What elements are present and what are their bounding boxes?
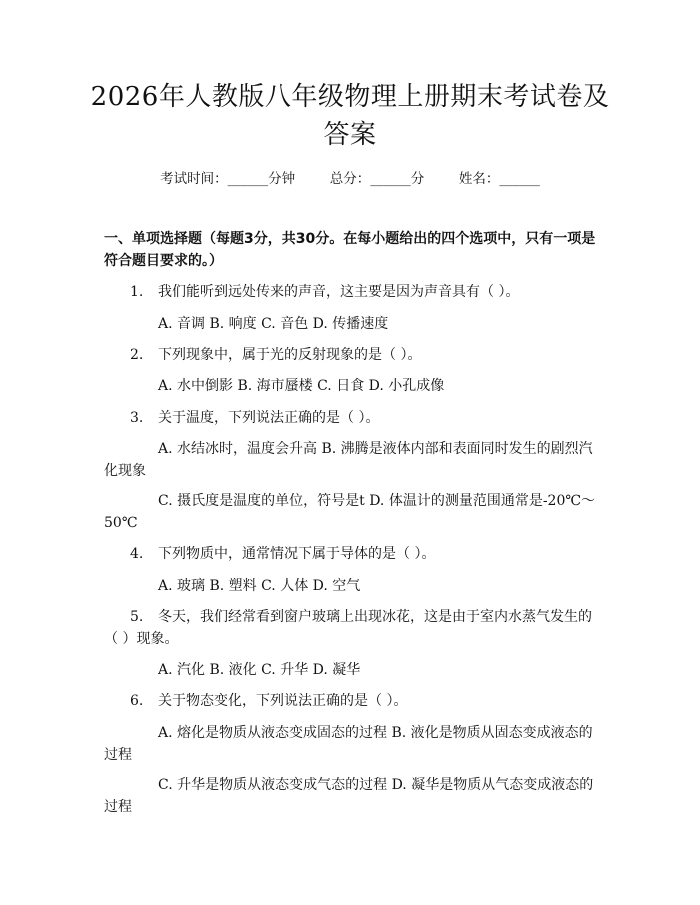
- question-number: 5.: [130, 609, 144, 625]
- page-title: [60, 78, 640, 154]
- question-stem: 关于温度，下列说法正确的是（ ）。: [158, 410, 380, 426]
- question-stem: 下列物质中，通常情况下属于导体的是（ ）。: [158, 546, 436, 562]
- total-score-field: 总分：______分: [329, 171, 425, 187]
- exam-time-field: 考试时间：______分钟: [160, 171, 296, 187]
- question-5-options: A. 汽化 B. 液化 C. 升华 D. 凝华: [158, 662, 361, 678]
- question-3-options-cd: C. 摄氏度是温度的单位，符号是t D. 体温计的测量范围通常是-20℃～50℃: [104, 493, 596, 531]
- question-6: [104, 690, 598, 712]
- question-number: 2.: [130, 347, 144, 363]
- question-3: [104, 407, 598, 429]
- question-number: 1.: [130, 284, 144, 300]
- question-2-options: A. 水中倒影 B. 海市蜃楼 C. 日食 D. 小孔成像: [158, 378, 445, 394]
- name-field: 姓名：______: [458, 171, 540, 187]
- question-stem: 关于物态变化，下列说法正确的是（ ）。: [158, 693, 408, 709]
- question-3-options-ab: A. 水结冰时，温度会升高 B. 沸腾是液体内部和表面同时发生的剧烈汽化现象: [104, 441, 593, 479]
- question-1-options: A. 音调 B. 响度 C. 音色 D. 传播速度: [158, 316, 389, 332]
- exam-meta: [0, 169, 700, 189]
- section-heading: 一、单项选择题（每题3分，共30分。在每小题给出的四个选项中，只有一项是符合题目要求的。）: [104, 231, 596, 269]
- question-6-options-cd: C. 升华是物质从液态变成气态的过程 D. 凝华是物质从气态变成液态的过程: [104, 777, 594, 815]
- question-number: 6.: [130, 693, 144, 709]
- question-4-options: A. 玻璃 B. 塑料 C. 人体 D. 空气: [158, 578, 361, 594]
- question-number: 3.: [130, 410, 144, 426]
- question-4: [104, 543, 598, 565]
- question-stem: 我们能听到远处传来的声音，这主要是因为声音具有（ ）。: [158, 284, 520, 300]
- question-number: 4.: [130, 546, 144, 562]
- title-line-2: 答案: [323, 120, 377, 150]
- question-6-options-ab: A. 熔化是物质从液态变成固态的过程 B. 液化是物质从固态变成液态的过程: [104, 725, 593, 763]
- question-stem: 下列现象中，属于光的反射现象的是（ ）。: [158, 347, 422, 363]
- question-5: [104, 606, 598, 650]
- question-2: [104, 344, 598, 366]
- title-line-1: 2026年人教版八年级物理上册期末考试卷及: [90, 82, 610, 112]
- question-1: [104, 281, 598, 303]
- question-stem: 冬天，我们经常看到窗户玻璃上出现冰花，这是由于室内水蒸气发生的（ ）现象。: [104, 609, 592, 647]
